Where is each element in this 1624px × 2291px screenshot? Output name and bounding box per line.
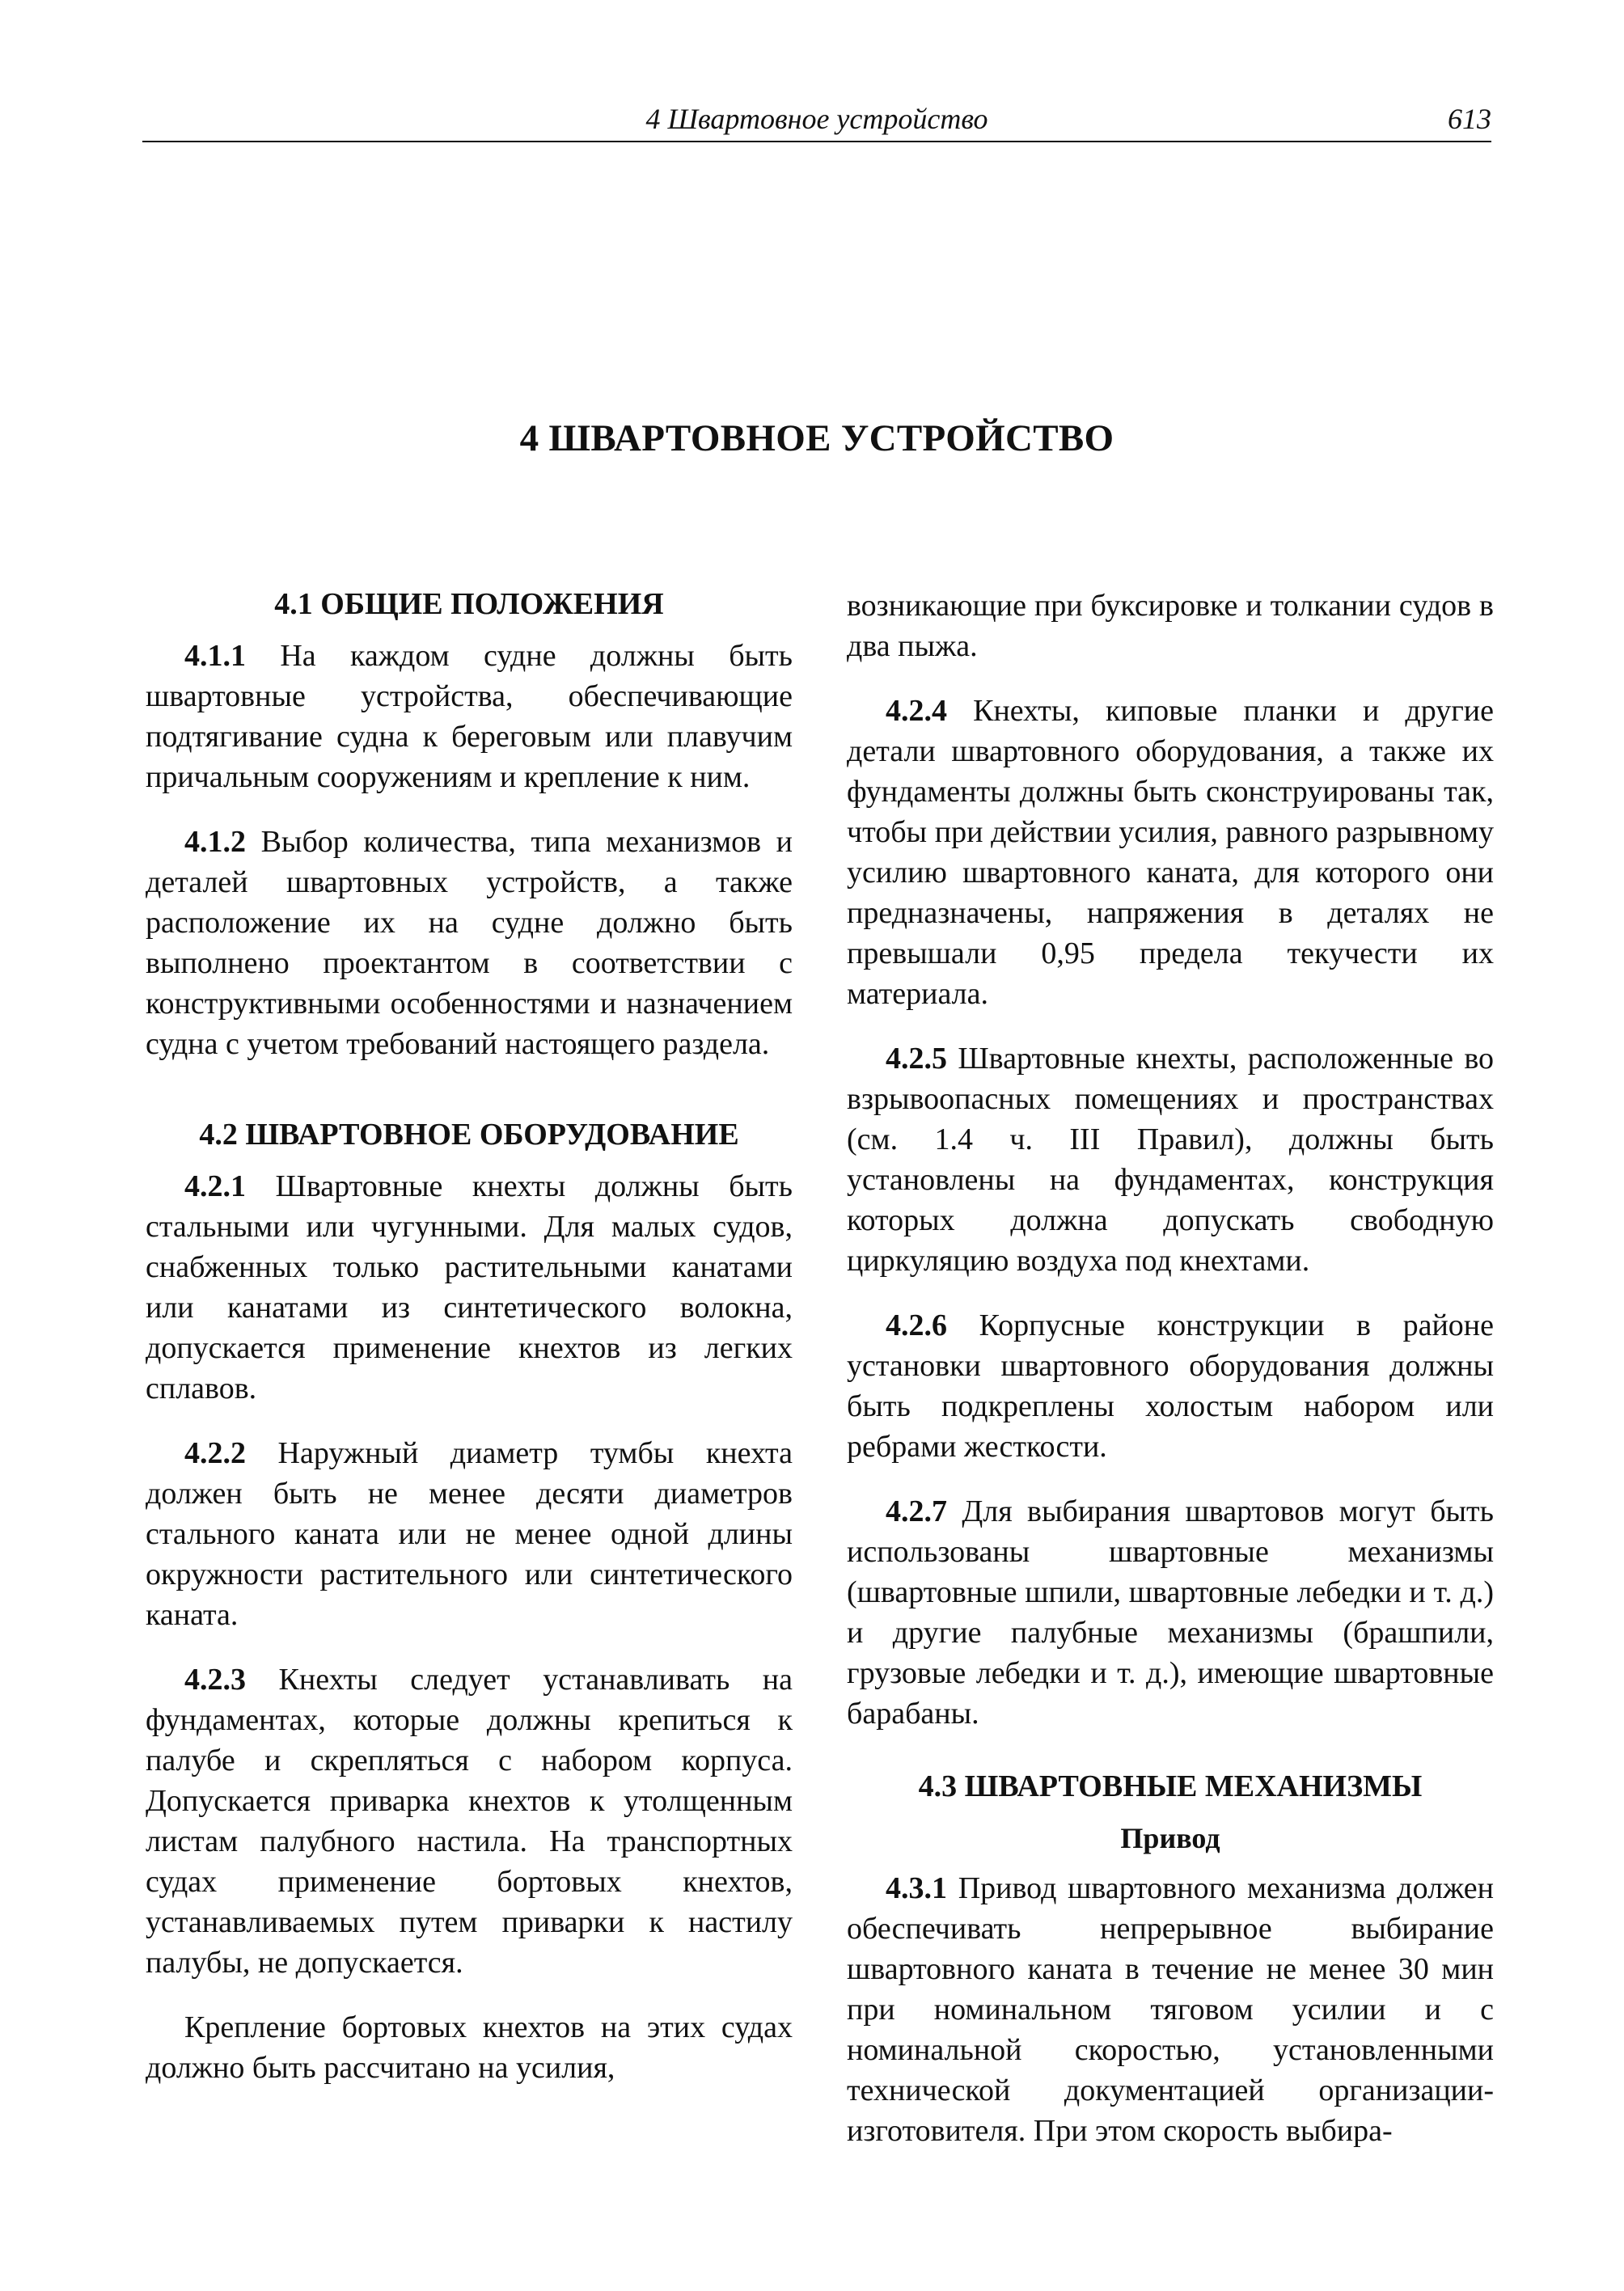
paragraph-number: 4.2.3 (184, 1663, 246, 1697)
paragraph-4-2-3 (146, 1659, 793, 1983)
paragraph-4-2-6 (847, 1305, 1494, 1467)
paragraph-text: Швартовные кнехты должны быть стальными или чугунными. Для малых судов, снабженных только растительными канатами или канатами из синтетического волокна, допускается применение кнехтов из легких сплавов. (146, 1169, 793, 1405)
page-number: 613 (1448, 103, 1491, 135)
paragraph-4-2-5 (847, 1038, 1494, 1281)
paragraph-4-2-4 (847, 691, 1494, 1014)
paragraph-number: 4.2.6 (886, 1308, 947, 1342)
paragraph-text: Наружный диаметр тумбы кнехта должен быть не менее десяти диаметров стального каната или не менее одной длины окружности растительного или синтетического каната. (146, 1436, 793, 1632)
paragraph-number: 4.2.5 (886, 1042, 947, 1076)
chapter-title: 4 ШВАРТОВНОЕ УСТРОЙСТВО (519, 417, 1114, 459)
running-header (142, 99, 1491, 142)
paragraph-number: 4.2.4 (886, 694, 947, 728)
paragraph-4-2-7 (847, 1491, 1494, 1734)
section-title-4-2: 4.2 ШВАРТОВНОЕ ОБОРУДОВАНИЕ (199, 1118, 739, 1152)
paragraph-text: Кнехты, киповые планки и другие детали швартовного оборудования, а также их фундаменты должны быть сконструированы так, чтобы при действии усилия, равного разрывному усилию швартовного каната, для которого они предназначены, напряжения в деталях не превышали 0,95 предела текучести их материала. (847, 694, 1495, 1011)
running-header-title: 4 Швартовное устройство (645, 103, 988, 135)
paragraph-number: 4.1.1 (184, 639, 246, 673)
paragraph-text: Кнехты следует устанавливать на фундаментах, которые должны крепиться к палубе и скрепляться с набором корпуса. Допускается приварка кнехтов к утолщенным листам палубного настила. На транспортных судах применение бортовых кнехтов, устанавливаемых путем приварки к настилу палубы, не допускается. (146, 1663, 793, 1980)
paragraph-text: На каждом судне должны быть швартовные устройства, обеспечивающие подтягивание судна к береговым или плавучим причальным сооружениям и крепление к ним. (146, 639, 793, 794)
paragraph-4-1-1 (146, 636, 793, 797)
right-column (847, 585, 1494, 2175)
paragraph-text: Швартовные кнехты, расположенные во взрывоопасных помещениях и пространствах (см. 1.4 ч. III Правил), должны быть установлены на фундаментах, конструкция которых должна допускать свободную циркуляцию воздуха под кнехтами. (847, 1042, 1495, 1278)
paragraph-4-2-3-continued: Крепление бортовых кнехтов на этих судах должно быть рассчитано на усилия, (146, 2010, 793, 2085)
paragraph-number: 4.1.2 (184, 825, 246, 859)
paragraph-continuation: возникающие при буксировке и толкании судов в два пыжа. (847, 589, 1494, 663)
section-title-4-1: 4.1 ОБЩИЕ ПОЛОЖЕНИЯ (274, 587, 664, 621)
paragraph-number: 4.3.1 (886, 1871, 947, 1905)
paragraph-4-1-2 (146, 822, 793, 1064)
paragraph-4-2-2 (146, 1433, 793, 1635)
paragraph-number: 4.2.1 (184, 1169, 246, 1203)
paragraph-4-3-1 (847, 1868, 1494, 2151)
paragraph-4-2-1 (146, 1166, 793, 1409)
left-column (146, 584, 793, 2112)
paragraph-number: 4.2.7 (886, 1494, 947, 1528)
paragraph-text: Для выбирания швартовов могут быть использованы швартовные механизмы (швартовные шпили, швартовные лебедки и т. д.) и другие палубные механизмы (брашпили, грузовые лебедки и т. д.), имеющие швартовные барабаны. (847, 1494, 1494, 1731)
section-title-4-3: 4.3 ШВАРТОВНЫЕ МЕХАНИЗМЫ (918, 1769, 1423, 1803)
paragraph-text: Привод швартовного механизма должен обеспечивать непрерывное выбирание швартовного каната в течение не менее 30 мин при номинальном тяговом усилии и с номинальной скоростью, установленными технической документацией организации-изготовителя. При этом скорость выбира- (847, 1871, 1494, 2148)
paragraph-number: 4.2.2 (184, 1436, 246, 1470)
paragraph-text: Выбор количества, типа механизмов и деталей швартовных устройств, а также расположение их на судне должно быть выполнено проектантом в соответствии с конструктивными особенностями и назначением судна с учетом требований настоящего раздела. (146, 825, 793, 1061)
subsection-title-drive: Привод (1120, 1822, 1220, 1854)
paragraph-text: Корпусные конструкции в районе установки швартовного оборудования должны быть подкреплены холостым набором или ребрами жесткости. (847, 1308, 1494, 1464)
